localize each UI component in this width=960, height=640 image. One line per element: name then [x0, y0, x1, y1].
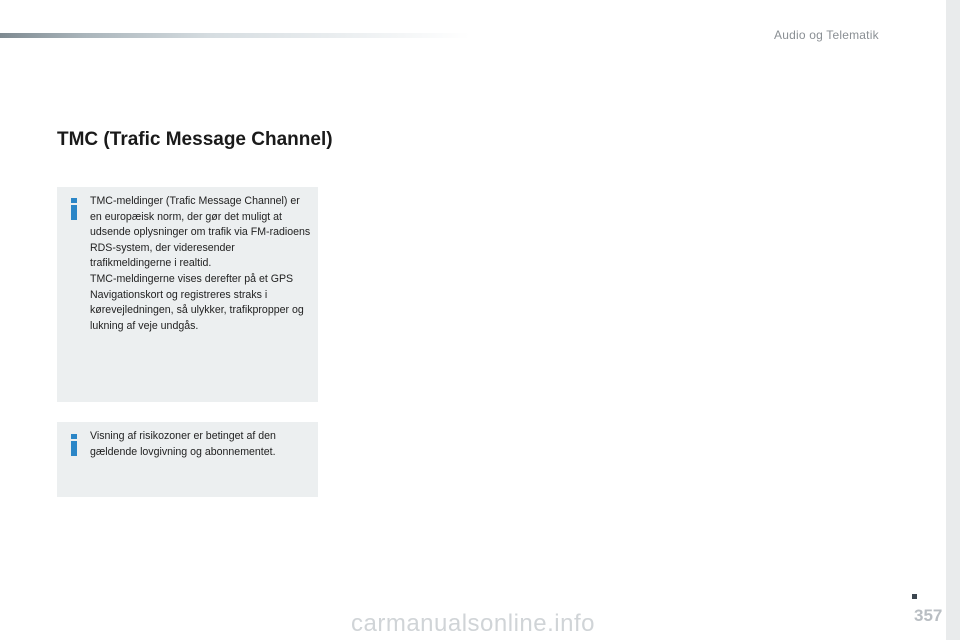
info-icon: [70, 434, 78, 456]
page-edge-strip: [946, 0, 960, 640]
page-marker: [912, 594, 917, 599]
page-number: 357: [914, 606, 943, 625]
watermark: carmanualsonline.info: [351, 610, 595, 637]
info-text: [90, 194, 312, 334]
section-label: Audio og Telematik: [774, 28, 879, 42]
info-icon: [70, 198, 78, 220]
info-paragraph: Visning af risikozoner er betinget af den gældende lovgivning og abonnementet.: [90, 430, 276, 458]
info-paragraph: TMC-meldingerne vises derefter på et GPS Navigationskort og registreres straks i kørevejledningen, så ulykker, trafikpropper og lukning af veje undgås.: [90, 272, 304, 332]
page-title: TMC (Trafic Message Channel): [57, 129, 333, 150]
info-box-risk-zones: [57, 422, 318, 497]
info-paragraph: TMC-meldinger (Trafic Message Channel) er en europæisk norm, der gør det muligt at udsende oplysninger om trafik via FM-radioens RDS-system, der videresender trafikmeldingerne i realtid.: [90, 195, 311, 270]
info-text: [90, 429, 312, 460]
header-rule: [0, 33, 470, 38]
info-box-tmc: [57, 187, 318, 402]
